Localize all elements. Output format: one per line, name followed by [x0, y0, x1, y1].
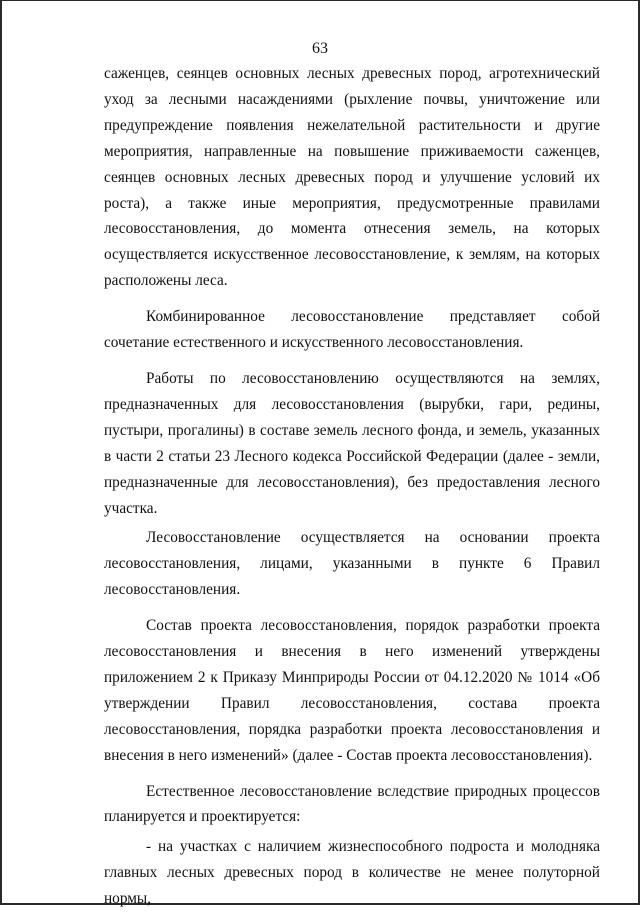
paragraph-list-item: - на участках с наличием жизнеспособного подроста и молодняка главных лесных древесных пород в количестве не менее полуторной нормы,	[104, 838, 600, 908]
document-body	[104, 61, 600, 912]
paragraph-continuation: саженцев, сеянцев основных лесных древесных пород, агротехнический уход за лесными насаждениями (рыхление почвы, уничтожение или предупреждение появления нежелательной растительности и другие мероприятия, направленные на повышение приживаемости саженцев, сеянцев основных лесных древесных пород и улучшение условий их роста), а также иные мероприятия, предусмотренные правилами лесовосстановления, до момента отнесения земель, на которых осуществляется искусственное лесовосстановление, к землям, на которых расположены леса.	[104, 65, 600, 290]
paragraph-project-composition: Состав проекта лесовосстановления, порядок разработки проекта лесовосстановления и внесения в него изменений утверждены приложением 2 к Приказу Минприроды России от 04.12.2020 № 1014 «Об утверждении Правил лесовосстановления, состава проекта лесовосстановления, порядка разработки проекта лесовосстановления и внесения в него изменений» (далее - Состав проекта лесовосстановления).	[104, 617, 600, 764]
paragraph-reforestation-works: Работы по лесовосстановлению осуществляются на землях, предназначенных для лесовосстановления (вырубки, гари, редины, пустыри, прогалины) в составе земель лесного фонда, и земель, указанных в части 2 статьи 23 Лесного кодекса Российской Федерации (далее - земли, предназначенные для лесовосстановления), без предоставления лесного участка.	[104, 369, 600, 517]
paragraph-combined-reforestation: Комбинированное лесовосстановление представляет собой сочетание естественного и искусственного лесовосстановления.	[104, 308, 600, 352]
paragraph-natural-reforestation: Естественное лесовосстановление вследствие природных процессов планируется и проектируется:	[104, 782, 600, 826]
scan-border-top	[0, 0, 640, 1]
paragraph-reforestation-project-basis: Лесовосстановление осуществляется на основании проекта лесовосстановления, лицами, указанными в пункте 6 Правил лесовосстановления.	[104, 529, 600, 599]
scan-border-left	[0, 0, 2, 905]
page-number: 63	[312, 40, 328, 57]
